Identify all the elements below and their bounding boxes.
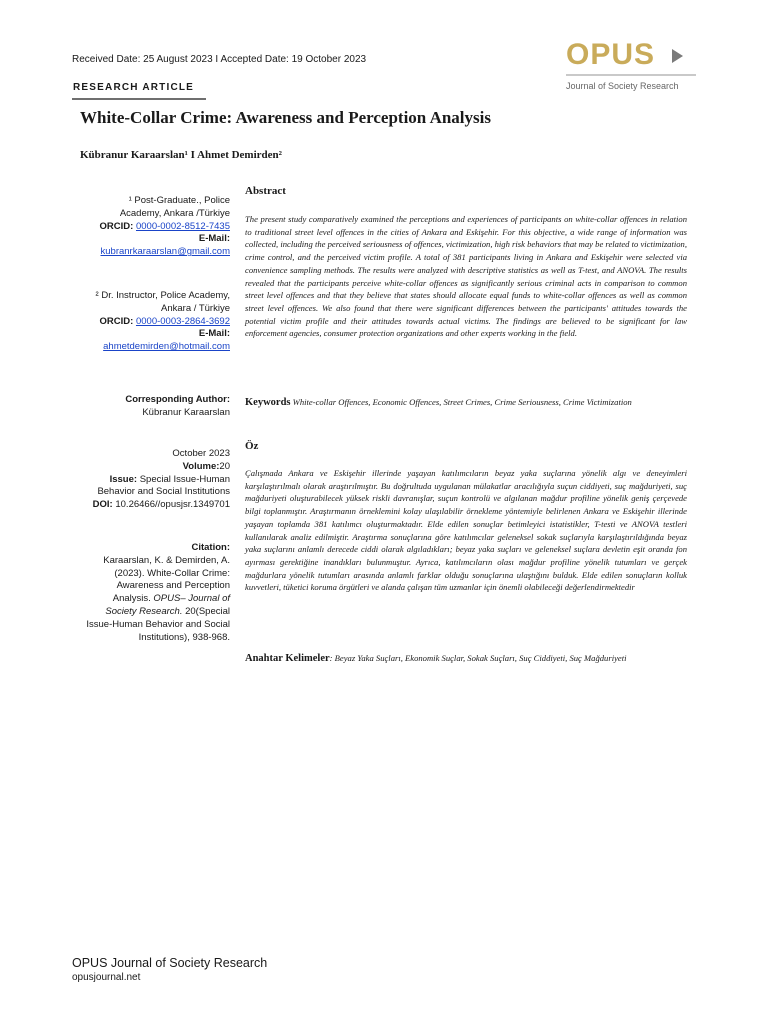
citation-volume: 20(Special Issue-Human Behavior and Social Institutions), 938-968. <box>86 605 230 643</box>
keywords-text: White-collar Offences, Economic Offences, Street Crimes, Crime Seriousness, Crime Victimization <box>292 397 632 407</box>
anahtar-kelimeler-text: : Beyaz Yaka Suçları, Ekonomik Suçlar, Sokak Suçları, Suç Ciddiyeti, Suç Mağduriyeti <box>329 653 627 663</box>
article-type-label: RESEARCH ARTICLE <box>73 82 195 93</box>
affiliation-2 <box>90 290 230 354</box>
logo-subtitle: Journal of Society Research <box>566 81 679 91</box>
corresponding-author-label: Corresponding Author: <box>125 394 230 405</box>
citation-journal: OPUS– Journal of Society Research. <box>105 593 230 617</box>
affiliation-1-text: ¹ Post-Graduate., Police Academy, Ankara /Türkiye <box>119 195 230 219</box>
email-link-2[interactable]: ahmetdemirden@hotmail.com <box>103 341 230 353</box>
email-link-1[interactable]: kubranrkaraarslan@gmail.com <box>100 246 230 258</box>
logo-text: OPUS <box>566 38 656 71</box>
publication-month: October 2023 <box>172 448 230 459</box>
oz-heading: Öz <box>245 440 259 452</box>
received-accepted-dates: Received Date: 25 August 2023 I Accepted Date: 19 October 2023 <box>72 54 367 65</box>
affiliation-1 <box>90 195 230 259</box>
affiliation-2-text: ² Dr. Instructor, Police Academy, Ankara / Türkiye <box>95 290 230 314</box>
article-title: White-Collar Crime: Awareness and Perception Analysis <box>80 108 491 127</box>
orcid-label: ORCID: <box>99 220 134 232</box>
email-label: E-Mail: <box>198 233 230 245</box>
corresponding-author-name: Kübranur Karaarslan <box>142 406 230 418</box>
article-type-underline <box>72 98 206 100</box>
doi-label: DOI: <box>92 499 113 511</box>
email-label: E-Mail: <box>198 328 230 340</box>
logo-divider <box>566 74 696 76</box>
doi-value[interactable]: 10.26466//opusjsr.1349701 <box>115 499 230 511</box>
play-triangle-icon <box>672 49 683 63</box>
orcid-link-2[interactable]: 0000-0003-2864-3692 <box>135 315 230 327</box>
abstract-text: The present study comparatively examined the perceptions and experiences of participants on white-collar offences in relation to traditional street level offences in the cities of Ankara and Eskişehir. For this objective, a wide range of information was collected, including the perceived seriousness of offences, victimization, high risk behaviors that may be related to victimization, crime control, and the perceived victim profile. A total of 381 participants living in Ankara and Eskişehir were selected via convenience sampling methods. The results were analyzed with descriptive statistics as well as T-test, and ANOVA. The results revealed that the participants perceive white-collar offences as significantly serious criminal acts in comparison to common street level offences and that they believe that states should allocate equal funds to white-collar offences as well as common street level offences. We also found that there were significant differences between the participants' attitudes towards the potential victim profile and their attitudes towards actual victims. The findings are believed to be significant for law enforcement agencies, consumer protection organizations and other experts working in the field. <box>245 214 687 339</box>
oz-text: Çalışmada Ankara ve Eskişehir illerinde yaşayan katılımcıların beyaz yaka suçlarına yönelik algı ve deneyimleri karşılaştırılmalı olarak araştırılmıştır. Bu doğrultuda uygulanan mülakatlar aracılığıyla suçun ciddiyeti, suç mağduriyeti, suç mağduriyeti oluşturabilecek yüksek riskli davranışlar, suçun kontrolü ve algılanan mağdur profiline yönelik geniş çerçevede bilgi toplanmıştır. Araştırmanın örneklemini kolay ulaşılabilir örnekleme yöntemiyle belirlenen Ankara ve Eskişehir illerinde yaşayan toplamda 381 katılımcı oluşturmaktadır. Elde edilen sonuçlar betimleyici istatistikler, T-testi ve ANOVA testleri kullanılarak analiz edilmiştir. Araştırma sonuçlarına göre katılımcılar geleneksel sokak suçlarıyla karşılaştırıldığında beyaz yaka suçlarını anlamlı derecede ciddi olarak algıladıkları; beyaz yaka suçları ve geleneksel suçlara devletin eşit oranda fon ayırması gerektiğine inandıkları bulunmuştur. Ayrıca, katılımcıların olası mağdur profiline yönelik tutumları ve gerçek mağdurlara yönelik tutumları arasında anlamlı farklar olduğu sonuçlarına ulaştığını bulduk. Elde edilen sonuçların kolluk kuvvetleri, tüketici koruma örgütleri ve alanda çalışan tüm uzmanlar için önemli olabileceği değerlendirmektedir <box>245 468 687 593</box>
anahtar-kelimeler <box>245 652 687 666</box>
issue-label: Issue: <box>109 473 138 485</box>
volume-label: Volume: <box>182 460 220 472</box>
author-list: Kübranur Karaarslan¹ I Ahmet Demirden² <box>80 149 282 161</box>
citation-label: Citation: <box>191 542 230 553</box>
abstract-heading: Abstract <box>245 185 286 197</box>
publication-info <box>82 448 230 512</box>
citation-text: Karaarslan, K. & Demirden, A. (2023). White-Collar Crime: Awareness and Perception Analysis. <box>103 554 230 605</box>
orcid-label: ORCID: <box>99 315 134 327</box>
corresponding-author <box>90 394 230 420</box>
citation-block <box>82 542 230 644</box>
orcid-link-1[interactable]: 0000-0002-8512-7435 <box>135 220 230 232</box>
anahtar-kelimeler-label: Anahtar Kelimeler <box>245 653 330 664</box>
journal-logo <box>566 40 696 96</box>
footer-journal: OPUS Journal of Society Research <box>72 956 268 970</box>
issue-value: Special Issue-Human Behavior and Social Institutions <box>97 473 230 498</box>
keywords-label: Keywords <box>245 397 291 408</box>
volume-value: 20 <box>219 460 230 472</box>
keywords <box>245 396 687 410</box>
footer-url[interactable]: opusjournal.net <box>72 972 141 983</box>
